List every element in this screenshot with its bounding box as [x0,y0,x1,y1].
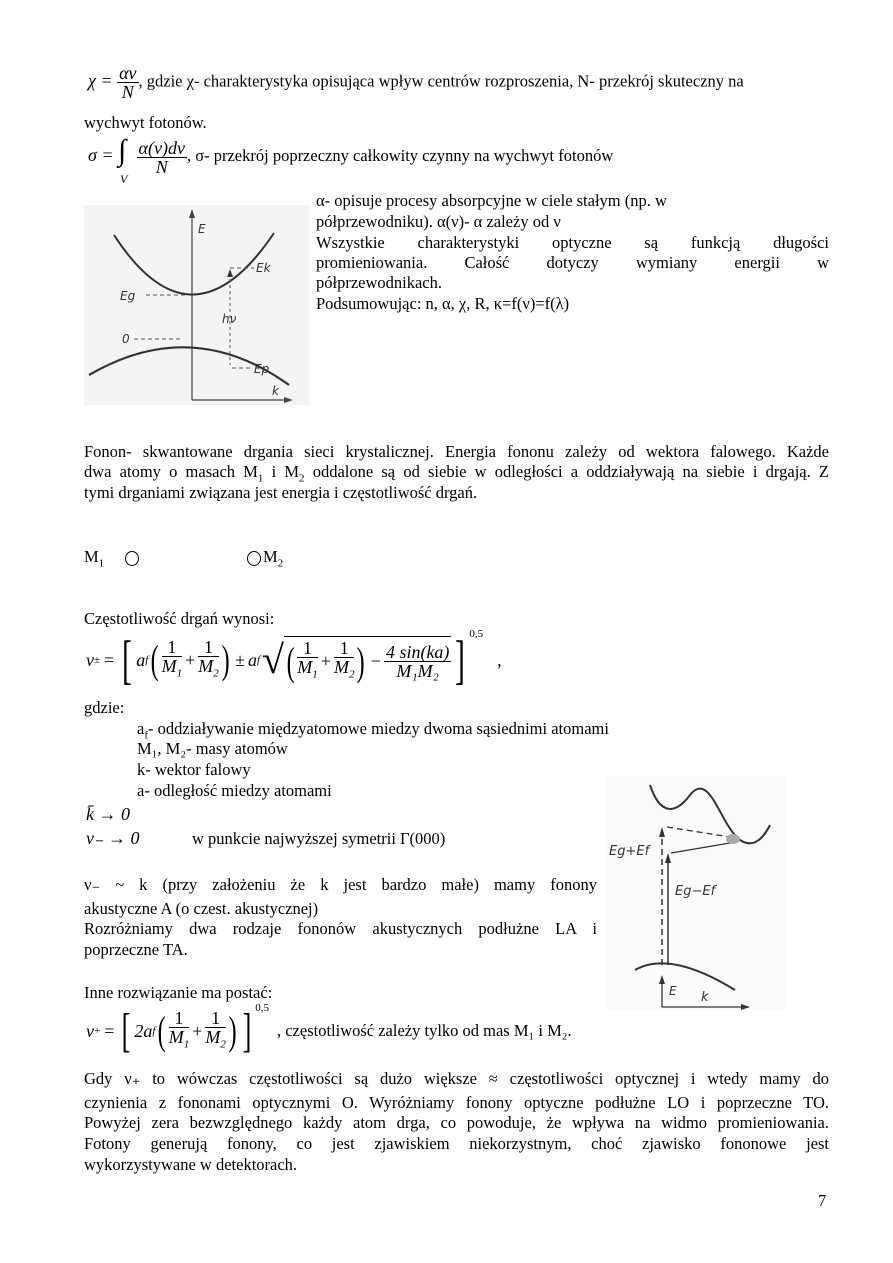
nu-plus-sub: + [94,1025,101,1037]
atom-m1-sub: 1 [98,557,105,570]
fraction-1-over-M2 [198,638,219,683]
fonon-line-3: tymi drganiami związana jest energia i częstotliwość drgań. [84,483,478,502]
side-text-line-5: półprzewodnikach. [316,273,442,292]
M2-sub: 2 [213,667,219,680]
sqrt-contents: ( $\frac{1}{M_1}$ + $\frac{1}{M_2}$ ) − $\frac{4 \sin(ka)}{\text{M₁M₂}}$ [284,636,451,684]
numerator-one: 1 [162,638,183,657]
where-label: gdzie: [84,698,125,717]
nu-subscript: ± [94,654,101,666]
formula-comma: , [497,649,502,670]
chi-lhs: χ = [88,70,113,91]
band-diagram-figure [84,205,309,405]
integral-lower: V [120,172,128,186]
atom-m1-circle-icon [125,551,139,566]
M2-sub-c: 2 [220,1038,226,1051]
side-text-line-6: Podsumowując: n, α, χ, R, κ=f(ν)=f(λ) [316,294,570,313]
af-sub-2: f [256,654,261,666]
side-text-line-4: promieniowania. Całość dotyczy wymiany energii w [316,253,829,272]
other-solution-formula: ν + = [ 2a f ( $\frac{1}{M_1}$ + $\frac{1}{M_2}$ ) ] $^{0,5}$ , częstotliwość zależy tylko od mas M₁ i M₂. [86,1002,572,1057]
limit-nu-desc: w punkcie najwyższej symetrii Γ(000) [192,829,446,848]
page-number: 7 [818,1191,827,1210]
af-symbol-2: a [247,649,257,670]
acoustic-line-2: akustyczne A (o czest. akustycznej) [84,899,319,918]
M1-symbol-c: M [168,1026,184,1047]
label-eg-plus-ef: Eg+Ef [609,844,650,859]
integral-sign: ∫ [118,134,127,167]
chi-fraction [117,64,138,101]
label-E: E [198,222,206,236]
frequency-formula: ν ± = [ a f ( $\frac{1}{M_1}$ + $\frac{1}{M_2}$ ) ± a f √ ( $\frac{1}{M_1}$ + $\frac{1}{M_2}$ ) − $\frac{4 \sin(ka)}{\text{M₁M₂}}$ ] $^{0,5}$ , [86,628,502,690]
where-item-a: a- odległość miedzy atomami [137,781,332,800]
sigma-lhs: σ = [88,145,114,166]
atom-m2-sub: 2 [277,557,284,570]
M1-sub-b: 1 [312,668,318,681]
nu-symbol: ν [86,649,94,670]
label-k: k [272,384,279,398]
fonon-line-1: Fonon- skwantowane drgania sieci krystalicznej. Energia fononu zależy od wektora falowego. Każde [84,442,829,461]
where-af-desc: - oddziaływanie międzyatomowe miedzy dwoma sąsiednimi atomami [148,719,609,738]
fonon-line-2-c: oddalone są od siebie w odległości a oddziaływają na siebie i drgają. Z [304,462,829,481]
sin-denominator: M₁M₂ [396,661,439,681]
label-eg-minus-ef: Eg−Ef [675,884,716,899]
other-solution-intro: Inne rozwiązanie ma postać: [84,983,273,1002]
plus-sign-b: + [320,651,331,671]
plus-sign-c: + [192,1020,203,1041]
exponent-2: 0,5 [255,1002,269,1014]
sin-fraction [384,643,451,680]
label-E-2: E [669,984,677,998]
optical-line-2: czynienia z fononami optycznymi O. Wyróżniamy fonony optyczne podłużne LO i poprzeczne TO. [84,1093,829,1112]
chi-numerator: αν [119,63,137,83]
minus-sign: − [370,651,381,671]
other-solution-desc: , częstotliwość zależy tylko od mas M₁ i M₂. [276,1021,572,1040]
sigma-denominator: N [155,156,168,177]
label-Ep: Ep [254,362,270,376]
fonon-sub-2: 2 [299,472,305,485]
limit-k: k̄ → 0 [86,804,130,824]
plus-minus-sign: ± [235,649,245,670]
af-symbol-1: a [136,649,146,670]
exponent: 0,5 [469,628,484,640]
numerator-one-6: 1 [205,1009,226,1028]
where-item-k: k- wektor falowy [137,760,251,779]
formula-chi [88,64,744,101]
limit-nu: ν₋ → 0 [86,828,140,848]
sqrt-icon: √ [262,637,284,682]
af-sub-1: f [145,654,149,666]
fraction-1-over-M1-c [169,1009,190,1054]
where-af-sub: f [144,729,148,742]
numerator-one-3: 1 [297,639,318,658]
optical-line-5: wykorzystywane w detektorach. [84,1155,298,1174]
where-item-masses: M₁, M₂- masy atomów [137,739,288,758]
label-Ek: Ek [256,261,271,275]
atom-m2-letter: M [263,547,278,566]
fonon-sub-1: 1 [257,472,264,485]
label-Eg: Eg [120,289,136,303]
where-af-symbol: a [137,719,145,738]
frequency-intro: Częstotliwość drgań wynosi: [84,609,275,628]
M1-sub: 1 [176,667,183,680]
side-text-line-1: α- opisuje procesy absorpcyjne w ciele stałym (np. w [316,191,667,210]
numerator-one-4: 1 [334,639,355,658]
plus-sign: + [185,649,196,670]
M2-symbol-b: M [333,657,349,678]
chi-denominator: N [121,82,134,102]
atom-m2-circle-icon [247,551,261,566]
numerator-one-2: 1 [198,638,219,657]
sin-numerator: 4 sin(ka) [385,642,450,662]
phonon-transition-figure [605,775,785,1010]
M1-sub-c: 1 [183,1038,190,1051]
numerator-one-5: 1 [169,1009,190,1028]
acoustic-line-3: Rozróżniamy dwa rodzaje fononów akustycznych podłużne LA i [84,919,597,938]
side-text-line-3: Wszystkie charakterystyki optyczne są funkcją długości [316,233,829,252]
optical-line-1: Gdy ν₊ to wówczas częstotliwości są dużo większe ≈ częstotliwości optycznej i wtedy mamy do [84,1069,829,1088]
nu-plus-symbol: ν [86,1020,94,1041]
sigma-numerator: α(ν)dν [138,137,185,158]
acoustic-line-4: poprzeczne TA. [84,940,188,959]
atom-m1-letter: M [84,547,99,566]
M1-symbol-b: M [297,657,313,678]
atom-m2-label [263,547,283,573]
equals-sign-2: = [104,1020,115,1041]
fraction-1-over-M2-b [334,639,355,684]
sigma-fraction [137,139,187,176]
two-af: 2a [134,1020,153,1041]
fonon-line-2-b: i M [263,462,300,481]
atom-m1-label [84,547,104,573]
M1-symbol: M [161,655,177,676]
fraction-1-over-M1 [162,638,183,683]
two-af-sub: f [152,1025,156,1037]
label-k-2: k [701,990,709,1005]
optical-line-4: Fotony generują fonony, co jest zjawiskiem niekorzystnym, choć zjawisko fononowe jest [84,1134,829,1153]
M2-symbol: M [198,655,214,676]
fonon-line-2-a: dwa atomy o masach M [84,462,258,481]
sigma-description: , σ- przekrój poprzeczny całkowity czynny na wychwyt fotonów [186,146,614,166]
equals-sign: = [104,649,115,670]
label-hv: hν [222,312,237,326]
formula-sigma [88,134,614,186]
optical-line-3: Powyżej zera bezwzględnego każdy atom drga, co powoduje, że wpływa na widmo promieniowania. [84,1113,829,1132]
M2-sub-b: 2 [348,668,355,681]
label-zero: 0 [122,332,130,346]
chi-description: , gdzie χ- charakterystyka opisująca wpływ centrów rozproszenia, N- przekrój skuteczny na [138,71,744,91]
M2-symbol-c: M [205,1026,221,1047]
acoustic-line-1: ν₋ ~ k (przy założeniu że k jest bardzo małe) mamy fonony [84,875,597,894]
fraction-1-over-M1-b [297,639,318,684]
side-text-line-2: półprzewodniku). α(ν)- α zależy od ν [316,212,561,231]
fraction-1-over-M2-c [205,1009,226,1054]
final-state-blob [726,834,740,844]
chi-description-cont: wychwyt fotonów. [84,113,207,132]
